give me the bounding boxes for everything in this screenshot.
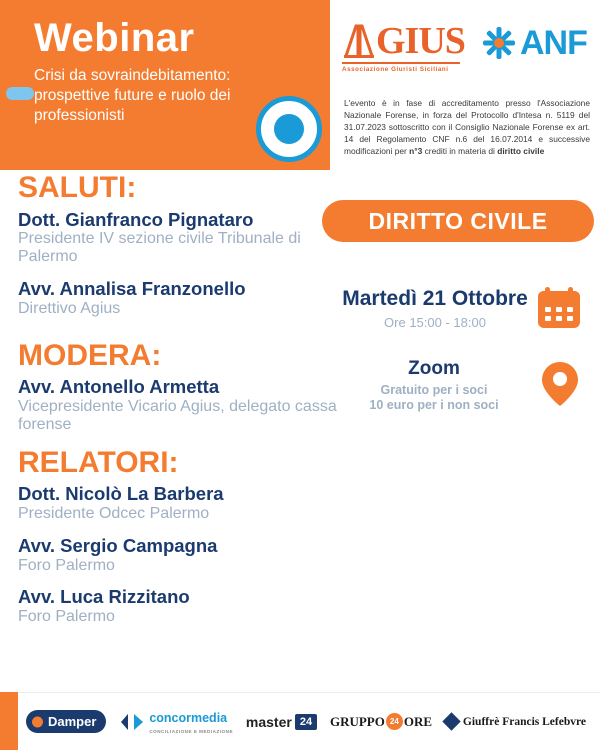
- anf-wordmark: ANF: [520, 24, 587, 62]
- accreditation-part2: crediti in materia di: [422, 145, 498, 156]
- page-subtitle: Crisi da sovraindebitamento: prospettive future e ruolo dei professionisti: [34, 67, 231, 124]
- person-entry: [18, 279, 338, 318]
- brand-logos: [342, 18, 590, 84]
- speakers-column: [18, 172, 338, 639]
- event-price-line1: Gratuito per i soci: [380, 383, 488, 397]
- sponsor-giuffre-label: Giuffrè Francis Lefebvre: [462, 715, 586, 728]
- footer-orange-accent: [0, 692, 18, 750]
- location-pin-icon: [540, 360, 580, 408]
- person-entry: [18, 210, 338, 267]
- event-date-block: [340, 288, 590, 330]
- concormedia-mark-icon: [119, 712, 145, 732]
- person-name: Avv. Annalisa Franzonello: [18, 278, 246, 300]
- sponsor-damper: [26, 710, 106, 733]
- person-entry: [18, 377, 338, 434]
- agius-wordmark: GIUS: [376, 20, 465, 62]
- giuffre-mark-icon: [442, 712, 460, 730]
- agius-logo: [342, 22, 472, 73]
- calendar-icon: [536, 286, 582, 330]
- person-entry: [18, 536, 338, 575]
- accreditation-credits: n°3: [409, 145, 423, 156]
- agius-mark-icon: [342, 22, 376, 60]
- person-entry: [18, 587, 338, 626]
- section-relatori: [18, 447, 338, 626]
- person-role: Presidente Odcec Palermo: [18, 504, 210, 522]
- sponsor-master: [246, 714, 317, 730]
- sponsor-master-label: master: [245, 713, 292, 730]
- target-logo-dot: [274, 114, 304, 144]
- sponsor-gruppo-badge: 24: [386, 713, 403, 730]
- accreditation-text: [344, 98, 590, 158]
- section-saluti: [18, 172, 338, 318]
- accreditation-part1: L'evento è in fase di accreditamento presso l'Associazione Nazionale Forense, in forza del Protocollo d'Intesa n. 5119 del 31.07.2023 sottoscritto con il Consiglio Nazionale Forense ex art. 14 del Regolamento CNF n.6 del 16.07.2014 e successive modificazioni per: [344, 98, 590, 156]
- sponsor-gruppo-pre: GRUPPO: [329, 713, 385, 729]
- person-name: Avv. Luca Rizzitano: [18, 586, 190, 608]
- person-name: Avv. Antonello Armetta: [18, 376, 220, 398]
- sponsor-concormedia-label: concormedia: [149, 711, 228, 725]
- person-role: Presidente IV sezione civile Tribunale di Palermo: [18, 230, 301, 266]
- sponsor-damper-label: Damper: [26, 710, 106, 733]
- section-heading: RELATORI:: [18, 445, 179, 479]
- person-name: Dott. Gianfranco Pignataro: [18, 208, 254, 230]
- page-title: Webinar: [34, 16, 195, 60]
- event-date: Martedì 21 Ottobre: [342, 287, 528, 310]
- person-role: Vicepresidente Vicario Agius, delegato cassa forense: [18, 397, 337, 433]
- event-time: Ore 15:00 - 18:00: [384, 314, 486, 330]
- topic-badge: [322, 200, 594, 242]
- concormedia-text-wrap: [149, 709, 233, 734]
- sponsor-concormedia: [119, 709, 233, 734]
- event-platform: Zoom: [408, 358, 460, 379]
- header-accent-pill: [6, 87, 34, 100]
- event-platform-block: [340, 358, 590, 413]
- sponsor-gruppo-post: ORE: [403, 713, 433, 729]
- person-role: Foro Palermo: [18, 556, 115, 574]
- person-role: Direttivo Agius: [18, 299, 121, 317]
- topic-badge-label: DIRITTO CIVILE: [368, 207, 548, 234]
- anf-star-icon: [482, 26, 516, 60]
- sponsor-giuffre: [445, 715, 586, 728]
- sponsor-list: [26, 709, 586, 734]
- sponsor-gruppo24ore: [330, 713, 432, 730]
- accreditation-subject: diritto civile: [497, 145, 545, 156]
- section-modera: [18, 340, 338, 434]
- section-heading: MODERA:: [18, 338, 162, 372]
- anf-logo: [482, 26, 587, 60]
- sponsor-footer: [0, 692, 600, 750]
- section-heading: SALUTI:: [18, 171, 137, 204]
- agius-rule: [342, 62, 460, 64]
- person-name: Dott. Nicolò La Barbera: [18, 483, 224, 505]
- person-name: Avv. Sergio Campagna: [18, 534, 218, 556]
- sponsor-concormedia-sub: CONCILIAZIONE E MEDIAZIONE: [149, 729, 234, 734]
- person-role: Foro Palermo: [18, 608, 115, 626]
- target-logo-icon: [256, 96, 322, 162]
- agius-tagline: Associazione Giuristi Siciliani: [342, 66, 449, 73]
- event-price-line2: 10 euro per i non soci: [369, 398, 499, 412]
- sponsor-master-badge: 24: [295, 714, 317, 730]
- person-entry: [18, 484, 338, 523]
